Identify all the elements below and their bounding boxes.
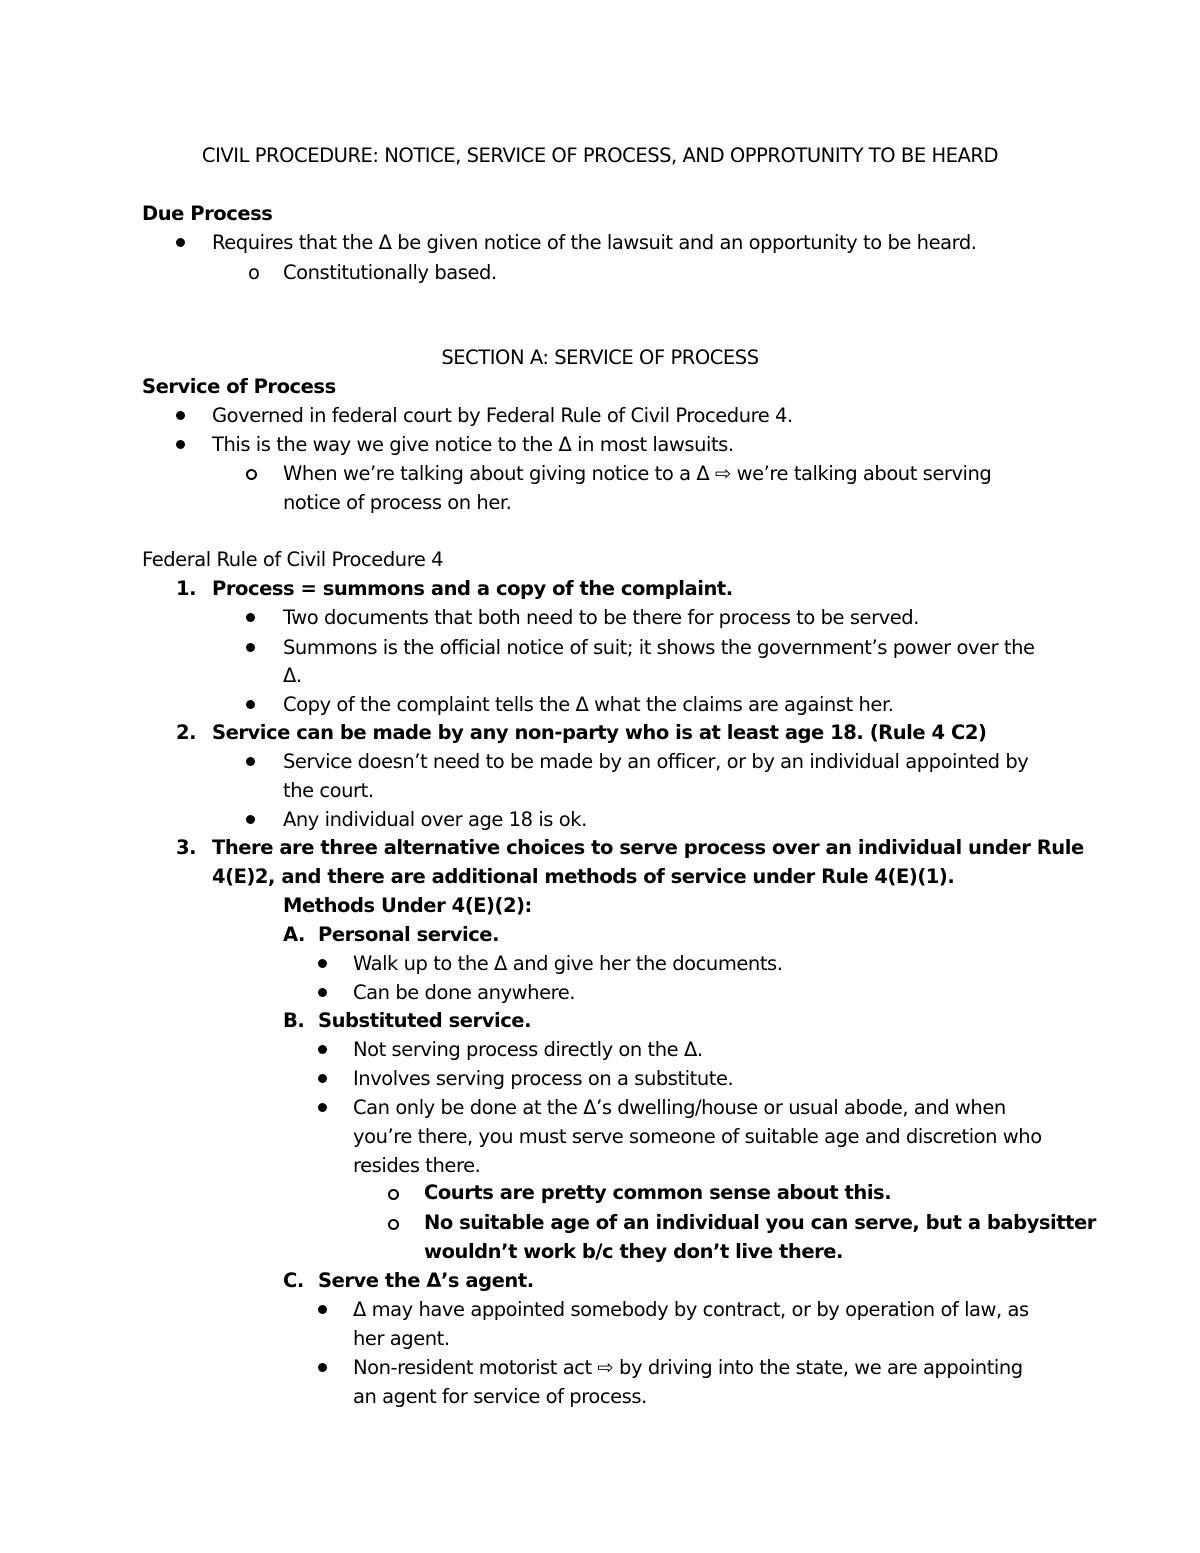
service-sub-bullet-line-2: notice of process on her.: [283, 491, 512, 514]
bullet-icon: [176, 238, 185, 247]
service-sub-bullet-line-1: When we’re talking about giving notice to a Δ ⇨ we’re talking about serving: [283, 462, 992, 485]
due-process-bullet: Requires that the Δ be given notice of the lawsuit and an opportunity to be heard.: [212, 231, 977, 254]
item-2-text: Service can be made by any non-party who is at least age 18. (Rule 4 C2): [212, 721, 987, 744]
method-a-bullet-2: Can be done anywhere.: [353, 981, 576, 1004]
bullet-icon: [246, 643, 255, 652]
method-b-sub-2-line-1: No suitable age of an individual you can serve, but a babysitter: [424, 1211, 1096, 1234]
bullet-icon: [318, 988, 327, 997]
bullet-icon: [176, 411, 185, 420]
method-c-bullet-1-line-2: her agent.: [353, 1327, 450, 1350]
item-1-bullet-2-line-1: Summons is the official notice of suit; it shows the government’s power over the: [283, 636, 1035, 659]
method-b-bullet-3-line-1: Can only be done at the Δ’s dwelling/house or usual abode, and when: [353, 1096, 1006, 1119]
method-b-bullet-3-line-2: you’re there, you must serve someone of suitable age and discretion who: [353, 1125, 1042, 1148]
hollow-bullet-icon: [246, 469, 257, 480]
methods-heading: Methods Under 4(E)(2):: [283, 894, 532, 917]
bullet-icon: [318, 1363, 327, 1372]
method-c-bullet-2-line-1: Non-resident motorist act ⇨ by driving into the state, we are appointing: [353, 1356, 1023, 1379]
outline-bullet-icon: o: [248, 261, 260, 284]
bullet-icon: [318, 1103, 327, 1112]
item-1-bullet-2-line-2: Δ.: [283, 664, 302, 687]
hollow-bullet-icon: [388, 1219, 399, 1230]
item-1-bullet-1: Two documents that both need to be there for process to be served.: [283, 606, 919, 629]
method-c-bullet-1-line-1: Δ may have appointed somebody by contract, or by operation of law, as: [353, 1298, 1029, 1321]
method-b-bullet-3-line-3: resides there.: [353, 1154, 481, 1177]
bullet-icon: [318, 1074, 327, 1083]
service-bullet-1: Governed in federal court by Federal Rule of Civil Procedure 4.: [212, 404, 793, 427]
method-b-letter: B.: [283, 1009, 305, 1032]
bullet-icon: [246, 757, 255, 766]
item-1-bullet-3: Copy of the complaint tells the Δ what the claims are against her.: [283, 693, 894, 716]
item-3-text-line-1: There are three alternative choices to serve process over an individual under Rule: [212, 836, 1084, 859]
item-2-bullet-1-line-2: the court.: [283, 779, 374, 802]
frcp4-heading: Federal Rule of Civil Procedure 4: [142, 548, 444, 571]
method-a-letter: A.: [283, 923, 305, 946]
method-a-title: Personal service.: [318, 923, 500, 946]
item-2-bullet-1-line-1: Service doesn’t need to be made by an officer, or by an individual appointed by: [283, 750, 1029, 773]
method-b-sub-2-line-2: wouldn’t work b/c they don’t live there.: [424, 1240, 844, 1263]
item-1-number: 1.: [176, 577, 197, 600]
method-c-letter: C.: [283, 1269, 304, 1292]
service-of-process-heading: Service of Process: [142, 375, 336, 398]
bullet-icon: [318, 1045, 327, 1054]
due-process-heading: Due Process: [142, 202, 273, 225]
bullet-icon: [246, 815, 255, 824]
method-a-bullet-1: Walk up to the Δ and give her the documents.: [353, 952, 783, 975]
method-c-bullet-2-line-2: an agent for service of process.: [353, 1385, 647, 1408]
item-3-text-line-2: 4(E)2, and there are additional methods of service under Rule 4(E)(1).: [212, 865, 955, 888]
method-b-title: Substituted service.: [318, 1009, 532, 1032]
method-b-sub-1: Courts are pretty common sense about this.: [424, 1181, 892, 1204]
bullet-icon: [246, 613, 255, 622]
item-2-bullet-2: Any individual over age 18 is ok.: [283, 808, 587, 831]
item-3-number: 3.: [176, 836, 197, 859]
bullet-icon: [318, 1305, 327, 1314]
service-bullet-2: This is the way we give notice to the Δ in most lawsuits.: [212, 433, 734, 456]
item-1-text: Process = summons and a copy of the complaint.: [212, 577, 733, 600]
item-2-number: 2.: [176, 721, 197, 744]
method-b-bullet-2: Involves serving process on a substitute.: [353, 1067, 734, 1090]
section-a-heading: SECTION A: SERVICE OF PROCESS: [441, 346, 759, 369]
method-b-bullet-1: Not serving process directly on the Δ.: [353, 1038, 703, 1061]
document-title: CIVIL PROCEDURE: NOTICE, SERVICE OF PROCESS, AND OPPROTUNITY TO BE HEARD: [201, 144, 999, 167]
bullet-icon: [246, 700, 255, 709]
bullet-icon: [176, 440, 185, 449]
method-c-title: Serve the Δ’s agent.: [318, 1269, 534, 1292]
hollow-bullet-icon: [388, 1189, 399, 1200]
bullet-icon: [318, 959, 327, 968]
due-process-sub-bullet: Constitutionally based.: [283, 261, 497, 284]
